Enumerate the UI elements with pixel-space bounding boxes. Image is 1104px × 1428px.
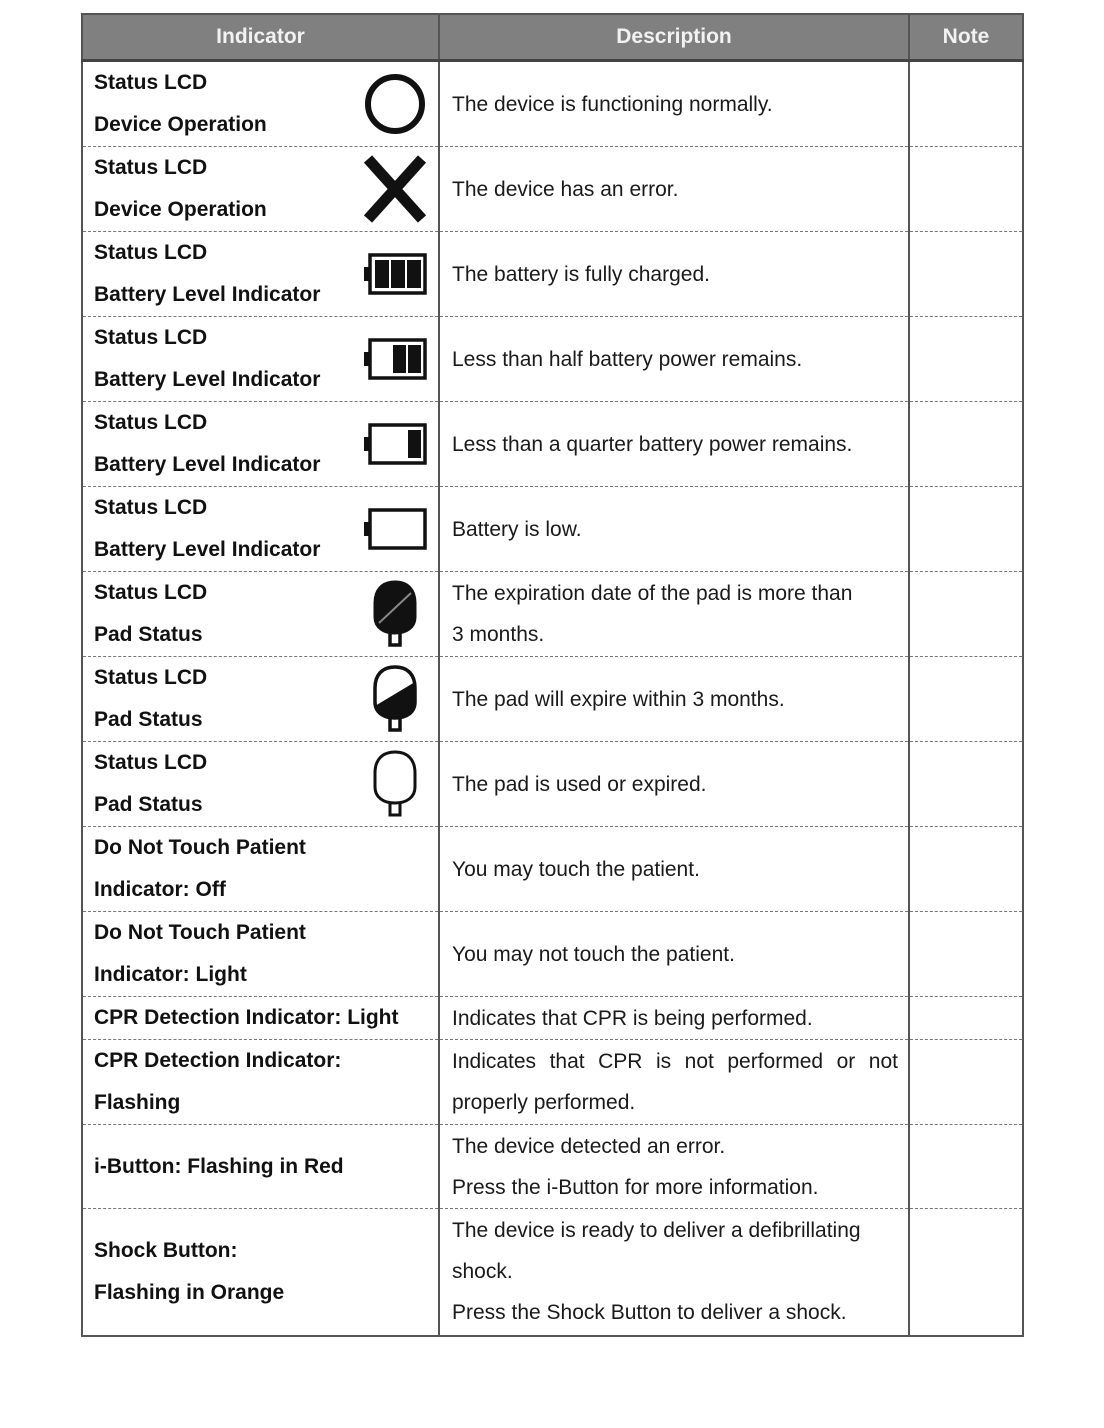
indicator-label: Status LCD bbox=[94, 496, 208, 519]
description-cell bbox=[439, 1209, 909, 1336]
note-cell bbox=[909, 912, 1023, 997]
description-text: Less than half battery power remains. bbox=[452, 347, 803, 371]
indicator-label: Flashing in Orange bbox=[94, 1280, 285, 1304]
pad-full-icon bbox=[360, 579, 430, 649]
indicator-cell bbox=[82, 827, 439, 912]
description-cell bbox=[439, 827, 909, 912]
table-row bbox=[82, 487, 1023, 572]
indicator-cell bbox=[82, 1209, 439, 1336]
description-text: The device is ready to deliver a defibrillating bbox=[452, 1219, 861, 1243]
indicator-label: Pad Status bbox=[94, 623, 203, 646]
description-cell bbox=[439, 1125, 909, 1209]
indicator-label: Indicator: Light bbox=[94, 963, 247, 986]
description-text: Press the i-Button for more information. bbox=[452, 1175, 819, 1199]
description-cell bbox=[439, 912, 909, 997]
indicator-cell bbox=[82, 1125, 439, 1209]
description-text: The expiration date of the pad is more than bbox=[452, 582, 853, 605]
note-cell bbox=[909, 402, 1023, 487]
description-text: The pad will expire within 3 months. bbox=[452, 687, 785, 711]
description-text: Indicates that CPR is being performed. bbox=[452, 1006, 813, 1030]
note-cell bbox=[909, 657, 1023, 742]
description-cell bbox=[439, 997, 909, 1040]
description-text: properly performed. bbox=[452, 1091, 636, 1114]
table-row bbox=[82, 827, 1023, 912]
note-cell bbox=[909, 1040, 1023, 1125]
note-cell bbox=[909, 61, 1023, 147]
header-indicator: Indicator bbox=[82, 14, 439, 61]
indicator-label: Status LCD bbox=[94, 326, 208, 349]
table-row bbox=[82, 317, 1023, 402]
note-cell bbox=[909, 147, 1023, 232]
indicator-label: Status LCD bbox=[94, 156, 208, 179]
header-note: Note bbox=[909, 14, 1023, 61]
battery-quarter-icon bbox=[360, 422, 430, 466]
indicator-label: Do Not Touch Patient bbox=[94, 921, 306, 944]
table-row bbox=[82, 232, 1023, 317]
indicator-cell bbox=[82, 487, 439, 572]
indicator-cell bbox=[82, 147, 439, 232]
table-row bbox=[82, 61, 1023, 147]
table-row bbox=[82, 997, 1023, 1040]
indicator-cell bbox=[82, 317, 439, 402]
indicator-label: i-Button: Flashing in Red bbox=[94, 1154, 344, 1178]
indicator-cell bbox=[82, 742, 439, 827]
description-cell bbox=[439, 61, 909, 147]
indicator-label: Device Operation bbox=[94, 198, 267, 221]
note-cell bbox=[909, 742, 1023, 827]
battery-half-icon bbox=[360, 337, 430, 381]
battery-empty-icon bbox=[360, 507, 430, 551]
description-text: The device has an error. bbox=[452, 177, 679, 201]
description-text: The pad is used or expired. bbox=[452, 772, 707, 796]
description-text: Press the Shock Button to deliver a shock. bbox=[452, 1301, 847, 1325]
note-cell bbox=[909, 1125, 1023, 1209]
indicator-label: Pad Status bbox=[94, 793, 203, 816]
description-text: You may touch the patient. bbox=[452, 857, 700, 881]
description-cell bbox=[439, 317, 909, 402]
table-row bbox=[82, 1125, 1023, 1209]
indicator-cell bbox=[82, 402, 439, 487]
pad-half-icon bbox=[360, 664, 430, 734]
description-text: 3 months. bbox=[452, 623, 545, 646]
table-row bbox=[82, 657, 1023, 742]
description-text: The device is functioning normally. bbox=[452, 92, 773, 116]
header-row bbox=[82, 14, 1023, 61]
indicator-label: Battery Level Indicator bbox=[94, 538, 321, 561]
note-cell bbox=[909, 317, 1023, 402]
note-cell bbox=[909, 487, 1023, 572]
indicator-cell bbox=[82, 997, 439, 1040]
pad-empty-icon bbox=[360, 749, 430, 819]
indicator-cell bbox=[82, 1040, 439, 1125]
header-description: Description bbox=[439, 14, 909, 61]
indicator-table bbox=[81, 13, 1024, 1337]
x-mark-icon bbox=[360, 155, 430, 223]
description-text: You may not touch the patient. bbox=[452, 942, 735, 966]
table-row bbox=[82, 1040, 1023, 1125]
table-row bbox=[82, 572, 1023, 657]
description-cell bbox=[439, 147, 909, 232]
description-text: Battery is low. bbox=[452, 517, 582, 541]
indicator-label: Battery Level Indicator bbox=[94, 368, 321, 391]
indicator-cell bbox=[82, 572, 439, 657]
indicator-label: Status LCD bbox=[94, 666, 208, 689]
indicator-label: Indicator: Off bbox=[94, 878, 226, 901]
table-row bbox=[82, 912, 1023, 997]
note-cell bbox=[909, 1209, 1023, 1336]
description-cell bbox=[439, 742, 909, 827]
indicator-label: Status LCD bbox=[94, 241, 208, 264]
indicator-label: Battery Level Indicator bbox=[94, 283, 321, 306]
indicator-cell bbox=[82, 657, 439, 742]
indicator-cell bbox=[82, 232, 439, 317]
indicator-cell bbox=[82, 61, 439, 147]
description-cell bbox=[439, 572, 909, 657]
indicator-label: Status LCD bbox=[94, 751, 208, 774]
table-row bbox=[82, 742, 1023, 827]
description-text: The battery is fully charged. bbox=[452, 262, 710, 286]
indicator-label: Status LCD bbox=[94, 411, 208, 434]
note-cell bbox=[909, 997, 1023, 1040]
table-row bbox=[82, 147, 1023, 232]
battery-full-icon bbox=[360, 252, 430, 296]
description-text: Less than a quarter battery power remains. bbox=[452, 432, 853, 456]
description-text: shock. bbox=[452, 1260, 513, 1284]
note-cell bbox=[909, 232, 1023, 317]
indicator-label: Flashing bbox=[94, 1091, 181, 1114]
description-cell bbox=[439, 657, 909, 742]
indicator-label: Shock Button: bbox=[94, 1238, 238, 1262]
description-text: Indicates that CPR is not performed or not bbox=[452, 1050, 898, 1073]
indicator-label: Status LCD bbox=[94, 71, 208, 94]
description-text: The device detected an error. bbox=[452, 1134, 726, 1158]
indicator-label: Battery Level Indicator bbox=[94, 453, 321, 476]
description-cell bbox=[439, 487, 909, 572]
description-cell bbox=[439, 402, 909, 487]
table-row bbox=[82, 402, 1023, 487]
indicator-label: CPR Detection Indicator: Light bbox=[94, 1006, 399, 1029]
indicator-label: Device Operation bbox=[94, 113, 267, 136]
note-cell bbox=[909, 827, 1023, 912]
description-cell bbox=[439, 1040, 909, 1125]
indicator-label: Do Not Touch Patient bbox=[94, 836, 306, 859]
note-cell bbox=[909, 572, 1023, 657]
indicator-label: CPR Detection Indicator: bbox=[94, 1049, 342, 1072]
indicator-label: Pad Status bbox=[94, 708, 203, 731]
circle-icon bbox=[360, 72, 430, 136]
indicator-label: Status LCD bbox=[94, 581, 208, 604]
indicator-cell bbox=[82, 912, 439, 997]
table-row bbox=[82, 1209, 1023, 1336]
description-cell bbox=[439, 232, 909, 317]
